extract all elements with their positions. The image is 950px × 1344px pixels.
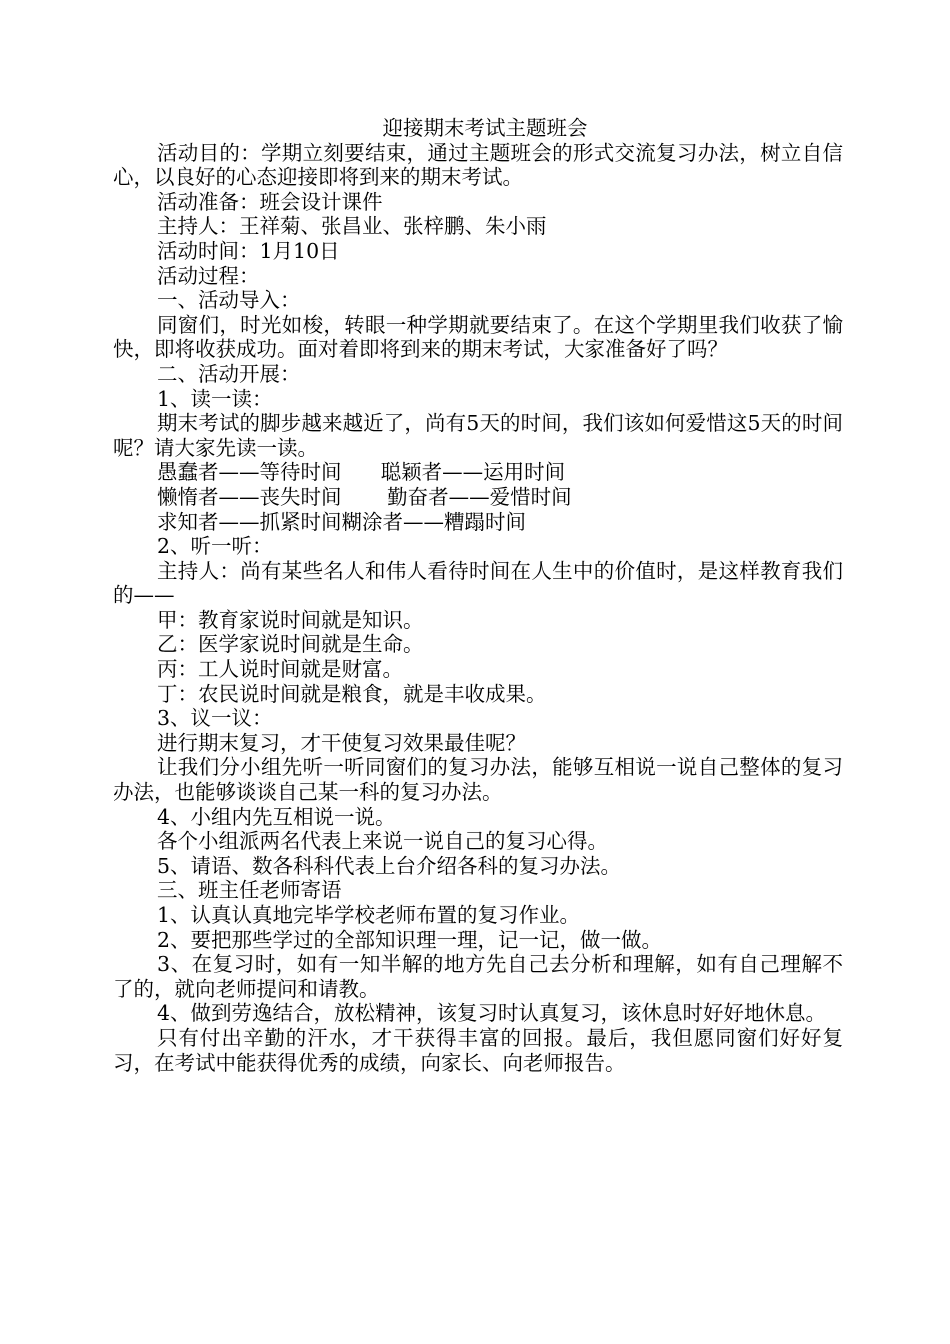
paragraph-hosts: 主持人：王祥菊、张昌业、张梓鹏、朱小雨 (157, 214, 547, 239)
paragraph-pair-3: 求知者——抓紧时间糊涂者——糟蹋时间 (157, 509, 526, 534)
paragraph-process: 活动过程： (157, 263, 260, 288)
paragraph-preparation: 活动准备：班会设计课件 (157, 189, 383, 214)
advice-item-1: 1、认真认真地完毕学校老师布置的复习作业。 (157, 903, 581, 927)
advice-item-2: 2、要把那些学过的全部知识理一理，记一记，做一做。 (157, 927, 663, 952)
paragraph-yi: 乙：医学家说时间就是生命。 (157, 632, 424, 657)
paragraph-intro: 同窗们，时光如梭，转眼一种学期就要结束了。在这个学期里我们收获了愉快，即将收获成功。面对着即将到来的期末考试，大家准备好了吗？ (113, 312, 843, 362)
paragraph-host-speech: 主持人：尚有某些名人和伟人看待时间在人生中的价值时，是这样教育我们的—— (113, 558, 843, 608)
paragraph-time: 活动时间：1月10日 (157, 238, 340, 263)
paragraph-bing: 丙：工人说时间就是财富。 (157, 657, 403, 682)
document-body (113, 116, 843, 1075)
paragraph-ding: 丁：农民说时间就是粮食，就是丰收成果。 (157, 681, 547, 706)
subheading-group-talk: 4、小组内先互相说一说。 (157, 804, 396, 829)
advice-item-3: 3、在复习时，如有一知半解的地方先自己去分析和理解，如有自己理解不了的，就向老师提问和请教。 (113, 952, 843, 1001)
section-heading-teacher: 三、班主任老师寄语 (157, 878, 342, 903)
paragraph-representatives: 各个小组派两名代表上来说一说自己的复习心得。 (157, 829, 608, 854)
paragraph-closing: 只有付出辛勤的汗水，才干获得丰富的回报。最后，我但愿同窗们好好复习，在考试中能获得优秀的成绩，向家长、向老师报告。 (113, 1025, 843, 1075)
paragraph-read: 期末考试的脚步越来越近了，尚有5天的时间，我们该如何爱惜这5天的时间呢？请大家先读一读。 (113, 411, 843, 460)
subheading-read: 1、读一读： (157, 386, 273, 411)
document-title: 迎接期末考试主题班会 (382, 116, 588, 140)
subheading-subject-reps: 5、请语、数各科科代表上台介绍各科的复习办法。 (157, 853, 622, 878)
subheading-discuss: 3、议一议： (157, 706, 273, 731)
section-heading-intro: 一、活动导入： (157, 288, 301, 313)
paragraph-pair-2: 懒惰者——丧失时间 勤奋者——爱惜时间 (157, 484, 572, 509)
section-heading-activities: 二、活动开展： (157, 361, 301, 386)
paragraph-jia: 甲：教育家说时间就是知识。 (157, 607, 424, 632)
paragraph-pair-1: 愚蠢者——等待时间 聪颖者——运用时间 (157, 460, 566, 485)
paragraph-purpose: 活动目的：学期立刻要结束，通过主题班会的形式交流复习办法，树立自信心，以良好的心态迎接即将到来的期末考试。 (113, 140, 843, 190)
paragraph-question: 进行期末复习，才干使复习效果最佳呢？ (157, 730, 526, 755)
advice-item-4: 4、做到劳逸结合，放松精神，该复习时认真复习，该休息时好好地休息。 (157, 1001, 827, 1026)
paragraph-groups: 让我们分小组先听一听同窗们的复习办法，能够互相说一说自己整体的复习办法，也能够谈谈自己某一科的复习办法。 (113, 755, 843, 805)
subheading-listen: 2、听一听： (157, 534, 273, 559)
